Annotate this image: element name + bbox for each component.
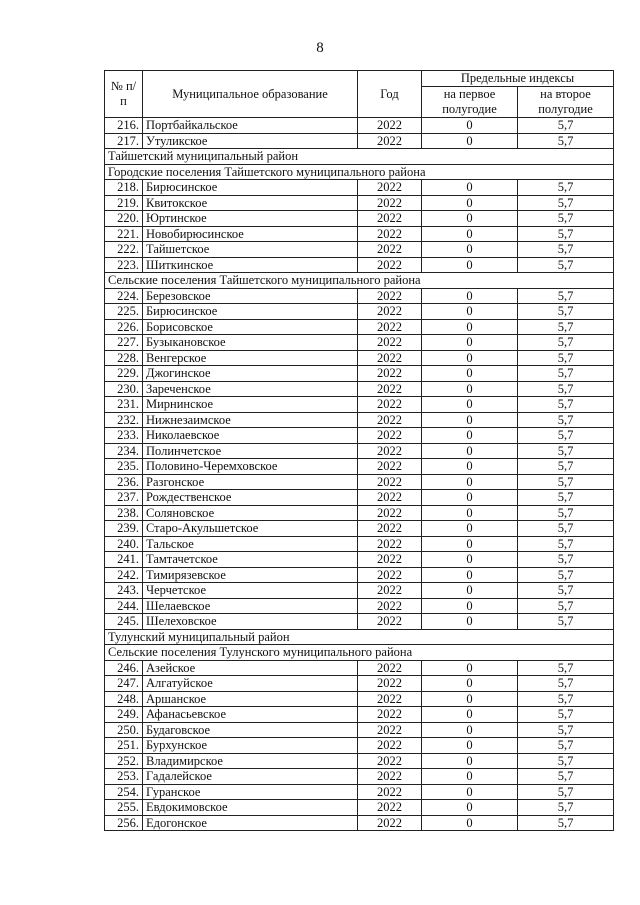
row-year: 2022 bbox=[358, 490, 422, 506]
row-number: 248. bbox=[105, 691, 143, 707]
district-title: Тайшетский муниципальный район bbox=[105, 149, 614, 165]
row-second-half: 5,7 bbox=[518, 583, 614, 599]
row-second-half: 5,7 bbox=[518, 412, 614, 428]
row-first-half: 0 bbox=[422, 722, 518, 738]
row-year: 2022 bbox=[358, 722, 422, 738]
row-municipality: Будаговское bbox=[143, 722, 358, 738]
row-first-half: 0 bbox=[422, 769, 518, 785]
row-second-half: 5,7 bbox=[518, 660, 614, 676]
table-row bbox=[105, 722, 614, 738]
table-row bbox=[105, 707, 614, 723]
table-row bbox=[105, 118, 614, 134]
row-year: 2022 bbox=[358, 815, 422, 831]
row-first-half: 0 bbox=[422, 118, 518, 134]
row-year: 2022 bbox=[358, 753, 422, 769]
row-municipality: Зареченское bbox=[143, 381, 358, 397]
table-row bbox=[105, 800, 614, 816]
row-year: 2022 bbox=[358, 319, 422, 335]
row-year: 2022 bbox=[358, 521, 422, 537]
table-row bbox=[105, 676, 614, 692]
row-municipality: Гуранское bbox=[143, 784, 358, 800]
row-municipality: Венгерское bbox=[143, 350, 358, 366]
row-first-half: 0 bbox=[422, 738, 518, 754]
row-year: 2022 bbox=[358, 474, 422, 490]
district-title: Тулунский муниципальный район bbox=[105, 629, 614, 645]
row-year: 2022 bbox=[358, 536, 422, 552]
row-year: 2022 bbox=[358, 784, 422, 800]
row-municipality: Старо-Акульшетское bbox=[143, 521, 358, 537]
table-row bbox=[105, 319, 614, 335]
table-row bbox=[105, 180, 614, 196]
row-second-half: 5,7 bbox=[518, 769, 614, 785]
row-first-half: 0 bbox=[422, 552, 518, 568]
row-year: 2022 bbox=[358, 133, 422, 149]
row-second-half: 5,7 bbox=[518, 226, 614, 242]
row-year: 2022 bbox=[358, 428, 422, 444]
row-second-half: 5,7 bbox=[518, 319, 614, 335]
table-row bbox=[105, 257, 614, 273]
row-second-half: 5,7 bbox=[518, 350, 614, 366]
row-municipality: Бирюсинское bbox=[143, 304, 358, 320]
row-municipality: Бирюсинское bbox=[143, 180, 358, 196]
row-municipality: Тимирязевское bbox=[143, 567, 358, 583]
row-first-half: 0 bbox=[422, 319, 518, 335]
row-second-half: 5,7 bbox=[518, 598, 614, 614]
row-number: 217. bbox=[105, 133, 143, 149]
row-first-half: 0 bbox=[422, 443, 518, 459]
table-row bbox=[105, 769, 614, 785]
table-row bbox=[105, 133, 614, 149]
table-row bbox=[105, 335, 614, 351]
row-number: 227. bbox=[105, 335, 143, 351]
row-first-half: 0 bbox=[422, 195, 518, 211]
row-year: 2022 bbox=[358, 366, 422, 382]
table-row bbox=[105, 505, 614, 521]
row-municipality: Квитокское bbox=[143, 195, 358, 211]
row-year: 2022 bbox=[358, 707, 422, 723]
row-second-half: 5,7 bbox=[518, 784, 614, 800]
row-first-half: 0 bbox=[422, 304, 518, 320]
table-header bbox=[105, 71, 614, 118]
row-number: 221. bbox=[105, 226, 143, 242]
row-municipality: Алгатуйское bbox=[143, 676, 358, 692]
row-number: 225. bbox=[105, 304, 143, 320]
group-title: Городские поселения Тайшетского муниципального района bbox=[105, 164, 614, 180]
table-row bbox=[105, 536, 614, 552]
row-year: 2022 bbox=[358, 676, 422, 692]
row-first-half: 0 bbox=[422, 598, 518, 614]
row-second-half: 5,7 bbox=[518, 397, 614, 413]
row-number: 236. bbox=[105, 474, 143, 490]
row-municipality: Тайшетское bbox=[143, 242, 358, 258]
row-year: 2022 bbox=[358, 288, 422, 304]
row-second-half: 5,7 bbox=[518, 428, 614, 444]
row-municipality: Березовское bbox=[143, 288, 358, 304]
row-year: 2022 bbox=[358, 412, 422, 428]
row-second-half: 5,7 bbox=[518, 257, 614, 273]
row-number: 256. bbox=[105, 815, 143, 831]
row-municipality: Мирнинское bbox=[143, 397, 358, 413]
table-row bbox=[105, 660, 614, 676]
row-second-half: 5,7 bbox=[518, 195, 614, 211]
row-first-half: 0 bbox=[422, 350, 518, 366]
row-second-half: 5,7 bbox=[518, 288, 614, 304]
table-row bbox=[105, 614, 614, 630]
row-number: 251. bbox=[105, 738, 143, 754]
row-number: 223. bbox=[105, 257, 143, 273]
header-indices: Предельные индексы bbox=[422, 71, 614, 87]
row-number: 216. bbox=[105, 118, 143, 134]
row-year: 2022 bbox=[358, 180, 422, 196]
row-second-half: 5,7 bbox=[518, 536, 614, 552]
row-number: 218. bbox=[105, 180, 143, 196]
row-first-half: 0 bbox=[422, 133, 518, 149]
row-second-half: 5,7 bbox=[518, 490, 614, 506]
row-number: 224. bbox=[105, 288, 143, 304]
row-municipality: Шиткинское bbox=[143, 257, 358, 273]
row-number: 238. bbox=[105, 505, 143, 521]
row-municipality: Шелаевское bbox=[143, 598, 358, 614]
row-first-half: 0 bbox=[422, 288, 518, 304]
row-second-half: 5,7 bbox=[518, 459, 614, 475]
row-first-half: 0 bbox=[422, 660, 518, 676]
table-row bbox=[105, 567, 614, 583]
table-row bbox=[105, 691, 614, 707]
header-first-half: на первое полугодие bbox=[422, 87, 518, 118]
row-year: 2022 bbox=[358, 397, 422, 413]
row-first-half: 0 bbox=[422, 536, 518, 552]
row-number: 231. bbox=[105, 397, 143, 413]
row-municipality: Юртинское bbox=[143, 211, 358, 227]
row-municipality: Рождественское bbox=[143, 490, 358, 506]
row-second-half: 5,7 bbox=[518, 335, 614, 351]
table-row bbox=[105, 443, 614, 459]
row-number: 228. bbox=[105, 350, 143, 366]
row-number: 249. bbox=[105, 707, 143, 723]
row-first-half: 0 bbox=[422, 784, 518, 800]
row-second-half: 5,7 bbox=[518, 505, 614, 521]
row-municipality: Соляновское bbox=[143, 505, 358, 521]
row-first-half: 0 bbox=[422, 614, 518, 630]
row-first-half: 0 bbox=[422, 211, 518, 227]
group-row bbox=[105, 645, 614, 661]
row-second-half: 5,7 bbox=[518, 707, 614, 723]
row-number: 220. bbox=[105, 211, 143, 227]
row-second-half: 5,7 bbox=[518, 242, 614, 258]
table-row bbox=[105, 738, 614, 754]
row-first-half: 0 bbox=[422, 815, 518, 831]
row-municipality: Афанасьевское bbox=[143, 707, 358, 723]
row-number: 254. bbox=[105, 784, 143, 800]
row-municipality: Евдокимовское bbox=[143, 800, 358, 816]
table-row bbox=[105, 784, 614, 800]
row-second-half: 5,7 bbox=[518, 722, 614, 738]
row-municipality: Бурхунское bbox=[143, 738, 358, 754]
row-first-half: 0 bbox=[422, 397, 518, 413]
row-year: 2022 bbox=[358, 660, 422, 676]
row-second-half: 5,7 bbox=[518, 443, 614, 459]
row-second-half: 5,7 bbox=[518, 614, 614, 630]
row-second-half: 5,7 bbox=[518, 118, 614, 134]
row-municipality: Азейское bbox=[143, 660, 358, 676]
row-municipality: Нижнезаимское bbox=[143, 412, 358, 428]
row-first-half: 0 bbox=[422, 800, 518, 816]
row-year: 2022 bbox=[358, 505, 422, 521]
table-row bbox=[105, 753, 614, 769]
row-year: 2022 bbox=[358, 118, 422, 134]
row-second-half: 5,7 bbox=[518, 738, 614, 754]
row-second-half: 5,7 bbox=[518, 366, 614, 382]
indices-table bbox=[104, 70, 614, 831]
row-year: 2022 bbox=[358, 738, 422, 754]
row-number: 252. bbox=[105, 753, 143, 769]
row-first-half: 0 bbox=[422, 180, 518, 196]
row-year: 2022 bbox=[358, 443, 422, 459]
row-year: 2022 bbox=[358, 226, 422, 242]
row-year: 2022 bbox=[358, 769, 422, 785]
row-number: 253. bbox=[105, 769, 143, 785]
row-second-half: 5,7 bbox=[518, 800, 614, 816]
row-first-half: 0 bbox=[422, 505, 518, 521]
header-num: № п/п bbox=[105, 71, 143, 118]
row-number: 226. bbox=[105, 319, 143, 335]
group-row bbox=[105, 273, 614, 289]
row-first-half: 0 bbox=[422, 242, 518, 258]
row-second-half: 5,7 bbox=[518, 815, 614, 831]
table-row bbox=[105, 195, 614, 211]
row-municipality: Разгонское bbox=[143, 474, 358, 490]
row-first-half: 0 bbox=[422, 676, 518, 692]
row-first-half: 0 bbox=[422, 474, 518, 490]
table-row bbox=[105, 412, 614, 428]
row-number: 243. bbox=[105, 583, 143, 599]
table-row bbox=[105, 211, 614, 227]
row-number: 219. bbox=[105, 195, 143, 211]
row-second-half: 5,7 bbox=[518, 567, 614, 583]
row-municipality: Тальское bbox=[143, 536, 358, 552]
row-municipality: Полинчетское bbox=[143, 443, 358, 459]
row-municipality: Новобирюсинское bbox=[143, 226, 358, 242]
row-first-half: 0 bbox=[422, 257, 518, 273]
row-number: 235. bbox=[105, 459, 143, 475]
row-second-half: 5,7 bbox=[518, 552, 614, 568]
group-row bbox=[105, 164, 614, 180]
row-second-half: 5,7 bbox=[518, 381, 614, 397]
row-year: 2022 bbox=[358, 195, 422, 211]
row-municipality: Джогинское bbox=[143, 366, 358, 382]
district-row bbox=[105, 149, 614, 165]
row-municipality: Владимирское bbox=[143, 753, 358, 769]
row-second-half: 5,7 bbox=[518, 676, 614, 692]
row-municipality: Едогонское bbox=[143, 815, 358, 831]
row-first-half: 0 bbox=[422, 428, 518, 444]
row-first-half: 0 bbox=[422, 490, 518, 506]
table-row bbox=[105, 288, 614, 304]
row-number: 240. bbox=[105, 536, 143, 552]
row-first-half: 0 bbox=[422, 381, 518, 397]
row-number: 244. bbox=[105, 598, 143, 614]
table-row bbox=[105, 226, 614, 242]
row-number: 255. bbox=[105, 800, 143, 816]
row-municipality: Гадалейское bbox=[143, 769, 358, 785]
row-municipality: Шелеховское bbox=[143, 614, 358, 630]
row-second-half: 5,7 bbox=[518, 521, 614, 537]
table-row bbox=[105, 366, 614, 382]
page-number: 8 bbox=[316, 40, 324, 56]
row-first-half: 0 bbox=[422, 366, 518, 382]
row-second-half: 5,7 bbox=[518, 211, 614, 227]
row-municipality: Тамтачетское bbox=[143, 552, 358, 568]
row-first-half: 0 bbox=[422, 707, 518, 723]
row-year: 2022 bbox=[358, 381, 422, 397]
row-year: 2022 bbox=[358, 304, 422, 320]
row-year: 2022 bbox=[358, 567, 422, 583]
row-second-half: 5,7 bbox=[518, 753, 614, 769]
table-row bbox=[105, 521, 614, 537]
table-row bbox=[105, 397, 614, 413]
row-municipality: Аршанское bbox=[143, 691, 358, 707]
row-year: 2022 bbox=[358, 583, 422, 599]
row-year: 2022 bbox=[358, 552, 422, 568]
row-second-half: 5,7 bbox=[518, 133, 614, 149]
header-year: Год bbox=[358, 71, 422, 118]
row-year: 2022 bbox=[358, 800, 422, 816]
row-municipality: Черчетское bbox=[143, 583, 358, 599]
group-title: Сельские поселения Тулунского муниципального района bbox=[105, 645, 614, 661]
row-municipality: Портбайкальское bbox=[143, 118, 358, 134]
row-number: 246. bbox=[105, 660, 143, 676]
row-second-half: 5,7 bbox=[518, 474, 614, 490]
row-year: 2022 bbox=[358, 350, 422, 366]
district-row bbox=[105, 629, 614, 645]
row-first-half: 0 bbox=[422, 583, 518, 599]
table-body bbox=[105, 118, 614, 831]
row-first-half: 0 bbox=[422, 459, 518, 475]
table-row bbox=[105, 598, 614, 614]
table-row bbox=[105, 242, 614, 258]
header-municipality: Муниципальное образование bbox=[143, 71, 358, 118]
row-year: 2022 bbox=[358, 598, 422, 614]
row-number: 229. bbox=[105, 366, 143, 382]
row-municipality: Бузыкановское bbox=[143, 335, 358, 351]
row-year: 2022 bbox=[358, 614, 422, 630]
group-title: Сельские поселения Тайшетского муниципального района bbox=[105, 273, 614, 289]
row-year: 2022 bbox=[358, 257, 422, 273]
row-first-half: 0 bbox=[422, 226, 518, 242]
table-row bbox=[105, 304, 614, 320]
row-municipality: Борисовское bbox=[143, 319, 358, 335]
row-municipality: Половино-Черемховское bbox=[143, 459, 358, 475]
row-first-half: 0 bbox=[422, 567, 518, 583]
header-second-half: на второе полугодие bbox=[518, 87, 614, 118]
row-year: 2022 bbox=[358, 459, 422, 475]
row-year: 2022 bbox=[358, 211, 422, 227]
row-year: 2022 bbox=[358, 691, 422, 707]
table-row bbox=[105, 381, 614, 397]
row-second-half: 5,7 bbox=[518, 180, 614, 196]
row-number: 234. bbox=[105, 443, 143, 459]
row-first-half: 0 bbox=[422, 691, 518, 707]
row-year: 2022 bbox=[358, 335, 422, 351]
table-row bbox=[105, 459, 614, 475]
row-number: 232. bbox=[105, 412, 143, 428]
row-municipality: Николаевское bbox=[143, 428, 358, 444]
row-municipality: Утуликское bbox=[143, 133, 358, 149]
row-first-half: 0 bbox=[422, 412, 518, 428]
row-number: 250. bbox=[105, 722, 143, 738]
row-number: 230. bbox=[105, 381, 143, 397]
row-number: 247. bbox=[105, 676, 143, 692]
table-row bbox=[105, 350, 614, 366]
row-second-half: 5,7 bbox=[518, 304, 614, 320]
row-number: 237. bbox=[105, 490, 143, 506]
row-number: 241. bbox=[105, 552, 143, 568]
row-first-half: 0 bbox=[422, 335, 518, 351]
row-number: 239. bbox=[105, 521, 143, 537]
row-number: 222. bbox=[105, 242, 143, 258]
row-number: 245. bbox=[105, 614, 143, 630]
table-row bbox=[105, 583, 614, 599]
table-row bbox=[105, 552, 614, 568]
table-row bbox=[105, 815, 614, 831]
row-number: 242. bbox=[105, 567, 143, 583]
row-first-half: 0 bbox=[422, 753, 518, 769]
table-row bbox=[105, 474, 614, 490]
table-row bbox=[105, 490, 614, 506]
row-second-half: 5,7 bbox=[518, 691, 614, 707]
row-year: 2022 bbox=[358, 242, 422, 258]
row-number: 233. bbox=[105, 428, 143, 444]
table-row bbox=[105, 428, 614, 444]
row-first-half: 0 bbox=[422, 521, 518, 537]
